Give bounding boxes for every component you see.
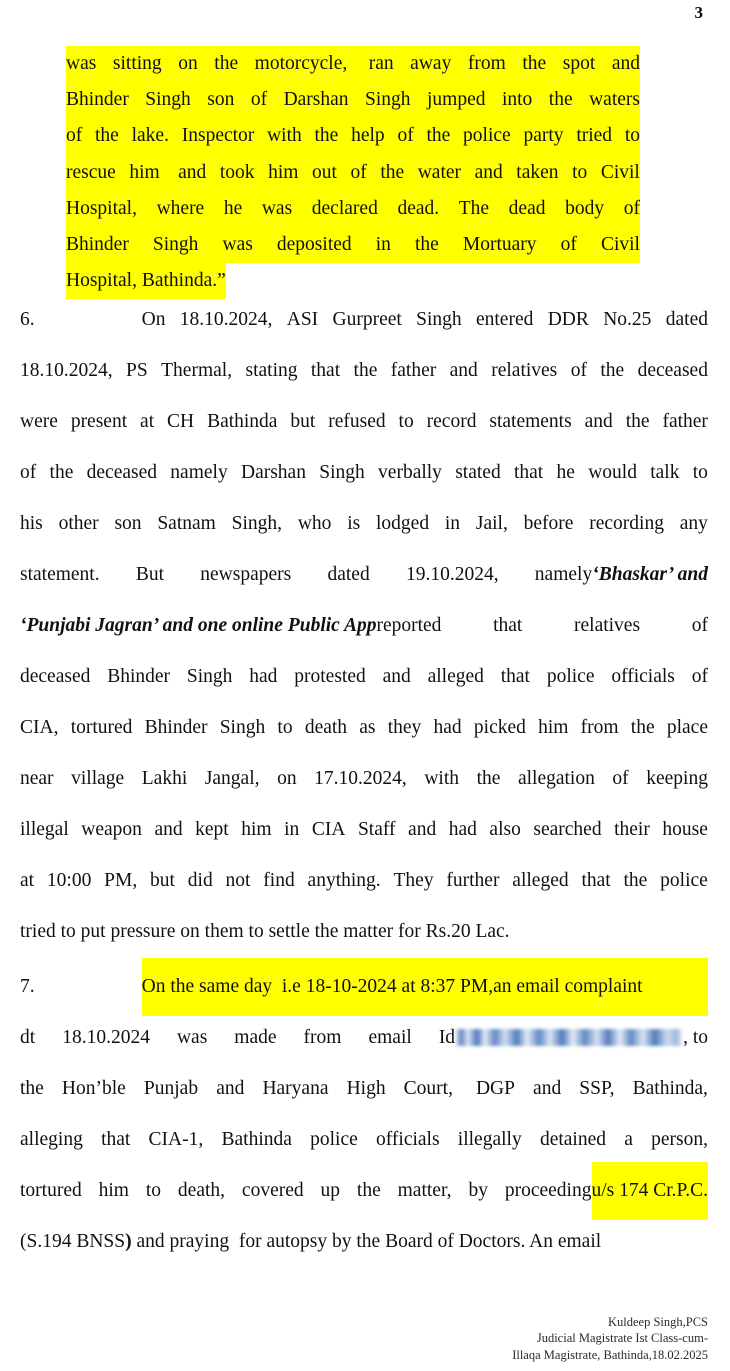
word: and bbox=[474, 161, 503, 183]
word: entered bbox=[475, 309, 534, 330]
word: the bbox=[414, 234, 439, 256]
quote-line bbox=[66, 46, 640, 82]
word: They bbox=[393, 870, 434, 891]
paragraph-text bbox=[142, 294, 708, 345]
word: namely bbox=[534, 564, 593, 585]
word: recording bbox=[589, 513, 664, 534]
word: death bbox=[304, 717, 348, 738]
word: anything. bbox=[307, 870, 381, 891]
word: police bbox=[463, 125, 511, 147]
paragraph-line bbox=[20, 498, 708, 549]
word: Singh bbox=[416, 309, 462, 330]
word: officials bbox=[611, 666, 675, 687]
newspaper-name-punjabi-jagran: ‘Punjabi Jagran’ and one online Public App bbox=[20, 615, 377, 636]
word: deceased bbox=[637, 360, 708, 381]
quote-line-highlight bbox=[66, 227, 640, 263]
word: Thermal, bbox=[161, 360, 233, 381]
word: illegal bbox=[20, 819, 69, 840]
word: of bbox=[397, 125, 414, 147]
word: matter, bbox=[397, 1180, 452, 1201]
word: they bbox=[387, 717, 422, 738]
word: other bbox=[58, 513, 99, 534]
word: the bbox=[623, 870, 648, 891]
word: the bbox=[476, 768, 501, 789]
word: keeping bbox=[646, 768, 708, 789]
word: was bbox=[176, 1027, 208, 1048]
word: the bbox=[625, 411, 650, 432]
word: their bbox=[614, 819, 650, 840]
paragraph-text bbox=[20, 549, 592, 600]
word: that bbox=[513, 462, 544, 483]
word: and bbox=[584, 411, 613, 432]
word: Haryana bbox=[262, 1078, 329, 1099]
paragraph-line bbox=[20, 753, 708, 804]
word: taken bbox=[516, 161, 559, 183]
word: and bbox=[449, 360, 478, 381]
word: Inspector bbox=[181, 125, 255, 147]
word: into bbox=[501, 89, 533, 111]
word: ran bbox=[363, 53, 394, 74]
word: Punjab bbox=[143, 1078, 199, 1099]
word: to bbox=[692, 462, 708, 483]
word: The bbox=[458, 197, 490, 219]
word: dt bbox=[20, 1027, 36, 1048]
word: Jangal, bbox=[204, 768, 260, 789]
word: talk bbox=[650, 462, 680, 483]
word: Bathinda, bbox=[632, 1078, 708, 1099]
word: weapon bbox=[81, 819, 142, 840]
word: but bbox=[150, 870, 175, 891]
word: tried bbox=[576, 125, 613, 147]
word: did bbox=[187, 870, 213, 891]
paragraph-text: (S.194 BNSS bbox=[20, 1231, 126, 1252]
word: dated bbox=[665, 309, 708, 330]
word: Singh bbox=[319, 462, 365, 483]
word: declared bbox=[311, 197, 378, 219]
word: sitting bbox=[112, 53, 162, 74]
word: lodged bbox=[376, 513, 430, 534]
word: is bbox=[347, 513, 361, 534]
word: was bbox=[261, 197, 293, 219]
word: covered bbox=[241, 1180, 304, 1201]
bold-paren: ) bbox=[125, 1231, 132, 1252]
quote-line-highlight bbox=[66, 191, 640, 227]
word: on bbox=[277, 768, 297, 789]
word: and bbox=[533, 1078, 562, 1099]
word: any bbox=[679, 513, 708, 534]
word: near bbox=[20, 768, 54, 789]
word: deceased bbox=[86, 462, 158, 483]
word: village bbox=[71, 768, 125, 789]
word: further bbox=[446, 870, 500, 891]
paragraph-line bbox=[20, 804, 708, 855]
word: from bbox=[580, 717, 619, 738]
word: of bbox=[250, 89, 268, 111]
word: Staff bbox=[357, 819, 396, 840]
word: that bbox=[101, 1129, 131, 1150]
word: High bbox=[346, 1078, 386, 1099]
word: ASI bbox=[286, 309, 319, 330]
word: illegally bbox=[457, 1129, 522, 1150]
word: Court, bbox=[403, 1078, 453, 1099]
word: of bbox=[612, 768, 629, 789]
word: Singh bbox=[365, 89, 411, 111]
paragraph-6 bbox=[20, 294, 708, 957]
word: to bbox=[145, 1180, 162, 1201]
word: made bbox=[234, 1027, 277, 1048]
word: were bbox=[20, 411, 58, 432]
word: Singh bbox=[186, 666, 233, 687]
word: Bhinder bbox=[66, 89, 129, 111]
word: and bbox=[154, 819, 183, 840]
paragraph-line bbox=[20, 1114, 708, 1165]
word: but bbox=[290, 411, 316, 432]
word: 18.10.2024 bbox=[62, 1027, 150, 1048]
paragraph-line bbox=[20, 447, 708, 498]
word: a bbox=[624, 1129, 633, 1150]
word: son bbox=[207, 89, 235, 111]
word: of bbox=[560, 234, 577, 256]
page-number: 3 bbox=[694, 3, 703, 22]
word: and bbox=[216, 1078, 245, 1099]
word: Satnam bbox=[157, 513, 216, 534]
word: Bathinda bbox=[221, 1129, 292, 1150]
word: had bbox=[448, 819, 477, 840]
word: up bbox=[320, 1180, 341, 1201]
word: police bbox=[660, 870, 708, 891]
highlighted-text-same-day: On the same day i.e 18-10-2024 at 8:37 PM,an email complaint bbox=[142, 958, 708, 1016]
quote-line-highlight bbox=[66, 118, 640, 154]
quote-line-highlight: Hospital, Bathinda.” bbox=[66, 263, 226, 299]
word: dated bbox=[327, 564, 370, 585]
paragraph-line bbox=[20, 651, 708, 702]
word: PS bbox=[126, 360, 148, 381]
word: away bbox=[410, 53, 452, 74]
word: his bbox=[20, 513, 43, 534]
word: the bbox=[49, 462, 74, 483]
paragraph-text: and praying for autopsy by the Board of Doctors. An email bbox=[131, 1231, 602, 1252]
word: that bbox=[493, 615, 523, 636]
word: Darshan bbox=[240, 462, 306, 483]
word: as bbox=[359, 717, 376, 738]
word: On bbox=[141, 309, 166, 330]
word: detained bbox=[539, 1129, 606, 1150]
word: and bbox=[611, 53, 640, 74]
word: Singh bbox=[219, 717, 266, 738]
word: son bbox=[114, 513, 142, 534]
word: alleged bbox=[512, 870, 569, 891]
word: the bbox=[548, 89, 573, 111]
word: and bbox=[382, 666, 411, 687]
word: DDR bbox=[547, 309, 589, 330]
paragraph-number: 6. bbox=[20, 309, 35, 330]
word: of bbox=[66, 125, 83, 147]
word: in bbox=[284, 819, 300, 840]
word: Bhinder bbox=[144, 717, 208, 738]
paragraph-line bbox=[20, 294, 708, 345]
word: But bbox=[135, 564, 165, 585]
paragraph-line bbox=[20, 961, 708, 1012]
paragraph-line: tried to put pressure on them to settle the matter for Rs.20 Lac. bbox=[20, 921, 510, 942]
word: Lakhi bbox=[141, 768, 188, 789]
word: before bbox=[523, 513, 574, 534]
highlighted-text-section-174: u/s 174 Cr.P.C. bbox=[592, 1162, 709, 1220]
paragraph-number: 7. bbox=[20, 976, 35, 997]
paragraph-line bbox=[20, 1012, 708, 1063]
paragraph-line bbox=[20, 1216, 708, 1267]
word: relatives bbox=[574, 615, 641, 636]
word: newspapers bbox=[200, 564, 292, 585]
word: email bbox=[368, 1027, 412, 1048]
word: who bbox=[297, 513, 332, 534]
word: 18.10.2024, bbox=[179, 309, 273, 330]
word: in bbox=[375, 234, 391, 256]
signature-block bbox=[408, 1314, 708, 1364]
word: spot bbox=[562, 53, 596, 74]
word: alleging bbox=[20, 1129, 83, 1150]
word: the bbox=[380, 161, 405, 183]
word: house bbox=[662, 819, 708, 840]
word: tortured bbox=[70, 717, 133, 738]
word: Mortuary bbox=[462, 234, 537, 256]
word: of bbox=[570, 360, 587, 381]
word: he bbox=[223, 197, 243, 219]
word: the bbox=[95, 125, 119, 147]
word: Singh bbox=[152, 234, 199, 256]
quote-line bbox=[66, 191, 640, 227]
word: CH bbox=[167, 411, 195, 432]
word: the bbox=[522, 53, 547, 74]
word: death, bbox=[177, 1180, 226, 1201]
word: SSP, bbox=[579, 1078, 615, 1099]
word: of bbox=[691, 615, 708, 636]
word: Hospital, bbox=[66, 197, 137, 219]
highlighted-quote-block bbox=[66, 46, 640, 299]
word: jumped bbox=[427, 89, 486, 111]
word: Civil bbox=[600, 234, 640, 256]
word: father bbox=[662, 411, 708, 432]
quote-line-highlight bbox=[66, 82, 640, 118]
word: with bbox=[267, 125, 302, 147]
word: at bbox=[140, 411, 155, 432]
word: motorcycle, bbox=[254, 53, 348, 74]
word: out bbox=[312, 161, 337, 183]
word: Id bbox=[438, 1027, 456, 1048]
word: find bbox=[263, 870, 295, 891]
word: searched bbox=[533, 819, 602, 840]
word: allegation bbox=[517, 768, 595, 789]
word: rescue bbox=[66, 161, 116, 183]
word: from bbox=[303, 1027, 342, 1048]
word: Bathinda bbox=[207, 411, 278, 432]
word: 18.10.2024, bbox=[20, 360, 113, 381]
word: that bbox=[500, 666, 530, 687]
word: picked bbox=[473, 717, 526, 738]
word: 19.10.2024, bbox=[405, 564, 499, 585]
word: at bbox=[20, 870, 35, 891]
word: of bbox=[691, 666, 708, 687]
word: was bbox=[222, 234, 253, 256]
paragraph-line bbox=[20, 702, 708, 753]
word: 17.10.2024, bbox=[314, 768, 407, 789]
paragraph-line bbox=[20, 549, 708, 600]
quote-line-highlight bbox=[66, 46, 640, 82]
word: to bbox=[398, 411, 414, 432]
word: the bbox=[630, 717, 655, 738]
word: Gurpreet bbox=[332, 309, 402, 330]
paragraph-text bbox=[20, 1012, 455, 1063]
word: stating bbox=[245, 360, 298, 381]
paragraph-text: , to bbox=[683, 1027, 708, 1048]
word: refused bbox=[328, 411, 386, 432]
word: of bbox=[623, 197, 640, 219]
word: the bbox=[214, 53, 239, 74]
word: him bbox=[268, 161, 299, 183]
word: dead bbox=[508, 197, 546, 219]
word: with bbox=[424, 768, 459, 789]
word: him bbox=[538, 717, 569, 738]
quote-line bbox=[66, 82, 640, 118]
word: record bbox=[426, 411, 477, 432]
paragraph-line bbox=[20, 1165, 708, 1216]
word: Bhinder bbox=[107, 666, 171, 687]
word: CIA-1, bbox=[148, 1129, 204, 1150]
word: help bbox=[351, 125, 385, 147]
word: the bbox=[356, 1180, 381, 1201]
word: Jail, bbox=[475, 513, 508, 534]
word: alleged bbox=[427, 666, 484, 687]
word: took bbox=[219, 161, 255, 183]
paragraph-line bbox=[20, 345, 708, 396]
word: waters bbox=[589, 89, 640, 111]
word: by bbox=[468, 1180, 488, 1201]
word: him bbox=[241, 819, 272, 840]
word: No.25 bbox=[603, 309, 652, 330]
newspaper-name-bhaskar: ‘Bhaskar’ and bbox=[592, 564, 708, 585]
paragraph-7 bbox=[20, 961, 708, 1267]
paragraph-text bbox=[20, 1165, 592, 1216]
word: party bbox=[523, 125, 564, 147]
word: on bbox=[178, 53, 198, 74]
word: not bbox=[225, 870, 251, 891]
word: verbally bbox=[378, 462, 442, 483]
word: to bbox=[572, 161, 588, 183]
word: where bbox=[156, 197, 205, 219]
word: he bbox=[556, 462, 575, 483]
word: of bbox=[20, 462, 37, 483]
word: Darshan bbox=[283, 89, 349, 111]
word: Bhinder bbox=[66, 234, 129, 256]
word: proceeding bbox=[504, 1180, 592, 1201]
word: him bbox=[98, 1180, 129, 1201]
word: Hon’ble bbox=[61, 1078, 126, 1099]
word: and bbox=[173, 161, 207, 183]
paragraph-line bbox=[20, 855, 708, 906]
word: police bbox=[546, 666, 595, 687]
word: the bbox=[600, 360, 625, 381]
word: namely bbox=[170, 462, 228, 483]
word: in bbox=[444, 513, 461, 534]
word: person, bbox=[651, 1129, 708, 1150]
word: stated bbox=[455, 462, 501, 483]
word: deceased bbox=[20, 666, 91, 687]
word: to bbox=[624, 125, 640, 147]
signatory-name: Kuldeep Singh,PCS bbox=[607, 1314, 708, 1329]
word: from bbox=[467, 53, 506, 74]
word: 10:00 bbox=[46, 870, 92, 891]
word: reported bbox=[376, 615, 442, 636]
quote-line bbox=[66, 118, 640, 154]
word: Singh bbox=[145, 89, 191, 111]
word: to bbox=[277, 717, 293, 738]
word: present bbox=[70, 411, 128, 432]
paragraph-line bbox=[20, 600, 708, 651]
word: protested bbox=[294, 666, 366, 687]
word: water bbox=[417, 161, 462, 183]
word: statement. bbox=[20, 564, 100, 585]
word: lake. bbox=[131, 125, 169, 147]
word: that bbox=[581, 870, 611, 891]
word: PM, bbox=[104, 870, 138, 891]
word: officials bbox=[376, 1129, 440, 1150]
word: place bbox=[666, 717, 708, 738]
word: kept bbox=[195, 819, 229, 840]
word: the bbox=[426, 125, 451, 147]
word: and bbox=[408, 819, 437, 840]
word: was bbox=[66, 53, 97, 74]
word: tortured bbox=[20, 1180, 82, 1201]
signatory-designation: Judicial Magistrate Ist Class-cum- bbox=[536, 1331, 708, 1345]
word: CIA, bbox=[20, 717, 59, 738]
word: also bbox=[489, 819, 521, 840]
paragraph-text bbox=[376, 600, 708, 651]
quote-line bbox=[66, 227, 640, 263]
word: body bbox=[565, 197, 605, 219]
word: that bbox=[310, 360, 341, 381]
word: dead. bbox=[397, 197, 440, 219]
word: DGP bbox=[471, 1078, 515, 1099]
quote-line bbox=[66, 155, 640, 191]
word: CIA bbox=[311, 819, 346, 840]
quote-line-highlight bbox=[66, 155, 640, 191]
word: would bbox=[588, 462, 637, 483]
word: of bbox=[350, 161, 367, 183]
word: the bbox=[20, 1078, 44, 1099]
redacted-email-address bbox=[455, 1029, 683, 1046]
signatory-place-date: Illaqa Magistrate, Bathinda,18.02.2025 bbox=[512, 1347, 708, 1362]
word: Singh, bbox=[231, 513, 283, 534]
word: statements bbox=[489, 411, 572, 432]
word: had bbox=[433, 717, 462, 738]
word: deposited bbox=[276, 234, 352, 256]
word: him bbox=[129, 161, 160, 183]
paragraph-line bbox=[20, 1063, 708, 1114]
word: police bbox=[310, 1129, 358, 1150]
word: the bbox=[314, 125, 339, 147]
word: relatives bbox=[491, 360, 558, 381]
paragraph-line bbox=[20, 396, 708, 447]
word: the bbox=[353, 360, 378, 381]
word: had bbox=[249, 666, 278, 687]
word: father bbox=[390, 360, 437, 381]
word: Civil bbox=[600, 161, 640, 183]
